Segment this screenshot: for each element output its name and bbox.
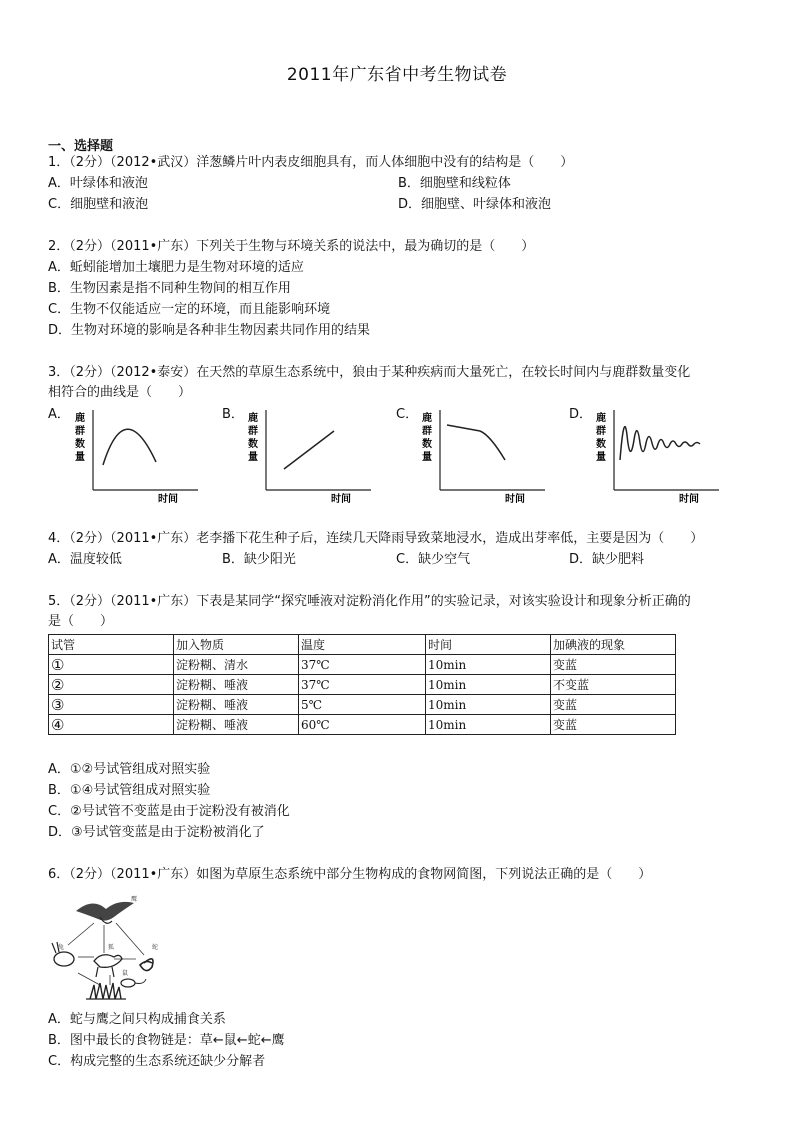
curve-oscillation: [620, 427, 700, 460]
table-cell: ①: [49, 655, 174, 675]
table-header: 温度: [299, 635, 426, 655]
label-eagle: 鹰: [131, 896, 138, 903]
page-title: 2011年广东省中考生物试卷: [286, 65, 508, 85]
graph-ylabel-char: 量: [248, 452, 258, 463]
q5-option-c: C．②号试管不变蓝是由于淀粉没有被消化: [48, 804, 290, 819]
graph-ylabel-char: 鹿: [422, 413, 432, 424]
eagle-icon: [76, 902, 134, 923]
graph-ylabel-char: 鹿: [248, 413, 258, 424]
label-fox: 狐: [108, 944, 115, 951]
q1-option-a: A．叶绿体和液泡: [48, 176, 148, 191]
table-row: [49, 695, 676, 715]
graph-ylabel-char: 量: [422, 452, 432, 463]
graph-xlabel: 时间: [331, 494, 351, 505]
q3-stem-line1: 3．（2分）（2012•泰安）在天然的草原生态系统中，狼由于某种疾病而大量死亡，在较长时间内与鹿群数量变化: [48, 365, 691, 380]
fox-icon: [94, 955, 122, 977]
table-cell: 37℃: [299, 655, 426, 675]
table-cell: ④: [49, 715, 174, 735]
table-cell: 变蓝: [551, 655, 676, 675]
q6-stem: 6．（2分）（2011•广东）如图为草原生态系统中部分生物构成的食物网简图，下列说法正确的是（ ）: [48, 867, 652, 882]
q3-graph-d: [594, 405, 699, 505]
graph-ylabel-char: 数: [422, 439, 432, 450]
q5-option-a: A．①②号试管组成对照实验: [48, 762, 211, 777]
label-mouse: 鼠: [122, 970, 129, 977]
graph-xlabel: 时间: [505, 494, 525, 505]
table-cell: 不变蓝: [551, 675, 676, 695]
q6-option-c: C．构成完整的生态系统还缺少分解者: [48, 1054, 266, 1069]
q4-option-d: D．缺少肥料: [569, 552, 645, 567]
graph-ylabel-char: 量: [596, 452, 606, 463]
mouse-icon: [121, 979, 146, 987]
snake-icon: [140, 959, 153, 971]
table-cell: 淀粉糊、唾液: [174, 715, 299, 735]
q1-option-d: D．细胞壁、叶绿体和液泡: [398, 197, 552, 212]
table-header: 加碘液的现象: [551, 635, 676, 655]
q2-option-a: A．蚯蚓能增加土壤肥力是生物对环境的适应: [48, 260, 304, 275]
table-header: 时间: [426, 635, 551, 655]
q5-option-d: D．③号试管变蓝是由于淀粉被消化了: [48, 825, 265, 840]
label-rabbit: 兔: [58, 944, 65, 951]
table-cell: 10min: [426, 655, 551, 675]
table-cell: 淀粉糊、唾液: [174, 675, 299, 695]
table-cell: 淀粉糊、唾液: [174, 695, 299, 715]
q5-option-b: B．①④号试管组成对照实验: [48, 783, 211, 798]
graph-ylabel-char: 群: [248, 426, 258, 437]
curve-decline: [447, 425, 505, 460]
graph-ylabel-char: 数: [248, 439, 258, 450]
q2-option-c: C．生物不仅能适应一定的环境，而且能影响环境: [48, 302, 331, 317]
graph-xlabel: 时间: [158, 494, 178, 505]
graph-ylabel: [596, 411, 606, 463]
table-cell: 10min: [426, 675, 551, 695]
section-heading: 一、选择题: [48, 139, 114, 154]
q4-option-b: B．缺少阳光: [222, 552, 296, 567]
table-row: [49, 715, 676, 735]
table-cell: ②: [49, 675, 174, 695]
graph-ylabel-char: 群: [75, 426, 85, 437]
grass-icon: [86, 983, 126, 999]
table-cell: 5℃: [299, 695, 426, 715]
q4-option-a: A．温度较低: [48, 552, 122, 567]
graph-ylabel: [75, 411, 85, 463]
graph-ylabel-char: 量: [75, 452, 85, 463]
q3-option-d: D．: [569, 407, 593, 422]
q6-option-a: A．蛇与鹰之间只构成捕食关系: [48, 1012, 226, 1027]
table-header-row: [49, 635, 676, 655]
table-cell: 60℃: [299, 715, 426, 735]
table-cell: 淀粉糊、清水: [174, 655, 299, 675]
graph-ylabel-char: 群: [596, 426, 606, 437]
q5-stem-line2: 是（ ）: [48, 614, 114, 629]
q3-graph-a: [73, 405, 178, 505]
graph-xlabel: 时间: [679, 494, 699, 505]
curve-rise-fall: [103, 429, 156, 465]
q3-graph-c: [420, 405, 525, 505]
curve-linear-rise: [284, 431, 334, 469]
q2-option-b: B．生物因素是指不同种生物间的相互作用: [48, 281, 291, 296]
table-cell: 37℃: [299, 675, 426, 695]
table-cell: 变蓝: [551, 715, 676, 735]
q1-stem: 1．（2分）（2012•武汉）洋葱鳞片叶内表皮细胞具有，而人体细胞中没有的结构是（ ）: [48, 155, 574, 170]
graph-ylabel-char: 数: [596, 439, 606, 450]
table-cell: 变蓝: [551, 695, 676, 715]
graph-ylabel-char: 群: [422, 426, 432, 437]
table-cell: ③: [49, 695, 174, 715]
graph-ylabel: [422, 411, 432, 463]
q3-stem-line2: 相符合的曲线是（ ）: [48, 385, 192, 400]
table-header: 加入物质: [174, 635, 299, 655]
q3-option-c: C．: [396, 407, 419, 422]
table-row: [49, 655, 676, 675]
food-web-figure: [48, 893, 168, 1003]
graph-ylabel-char: 数: [75, 439, 85, 450]
q4-option-c: C．缺少空气: [396, 552, 471, 567]
table-cell: 10min: [426, 695, 551, 715]
graph-ylabel-char: 鹿: [75, 413, 85, 424]
q3-option-b: B．: [222, 407, 244, 422]
q1-option-c: C．细胞壁和液泡: [48, 197, 149, 212]
label-snake: 蛇: [152, 944, 159, 951]
graph-ylabel: [248, 411, 258, 463]
q3-graph-b: [246, 405, 351, 505]
table-cell: 10min: [426, 715, 551, 735]
q2-option-d: D．生物对环境的影响是各种非生物因素共同作用的结果: [48, 323, 371, 338]
q5-stem-line1: 5．（2分）（2011•广东）下表是某同学“探究唾液对淀粉消化作用”的实验记录，对该实验设计和现象分析正确的: [48, 594, 691, 609]
q3-option-a: A．: [48, 407, 70, 422]
q6-option-b: B．图中最长的食物链是：草←鼠←蛇←鹰: [48, 1033, 285, 1048]
table-row: [49, 675, 676, 695]
experiment-table: [48, 634, 676, 735]
q4-stem: 4．（2分）（2011•广东）老李播下花生种子后，连续几天降雨导致菜地浸水，造成出芽率低，主要是因为（ ）: [48, 531, 704, 546]
q1-option-b: B．细胞壁和线粒体: [398, 176, 511, 191]
table-header: 试管: [49, 635, 174, 655]
q2-stem: 2．（2分）（2011•广东）下列关于生物与环境关系的说法中，最为确切的是（ ）: [48, 239, 535, 254]
graph-ylabel-char: 鹿: [596, 413, 606, 424]
